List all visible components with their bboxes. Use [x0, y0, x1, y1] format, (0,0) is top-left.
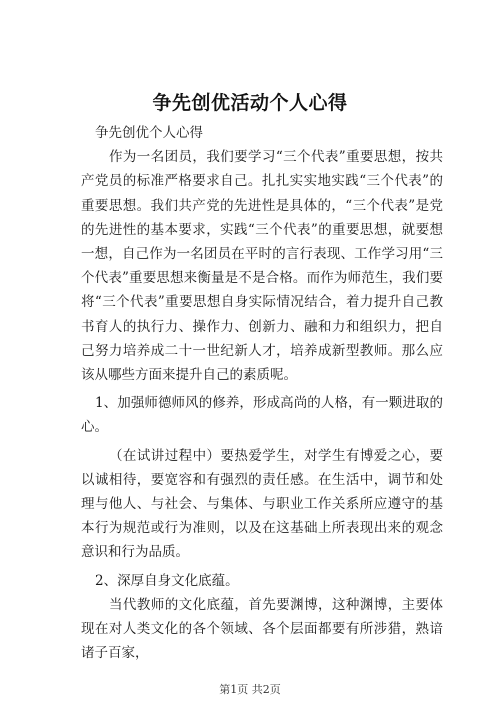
body-paragraph-section-2: 当代教师的文化底蕴，首先要渊博，这种渊博，主要体现在对人类文化的各个领域、各个层面都要有所涉猎，熟谙诸子百家，: [81, 596, 443, 662]
section-heading-1: 1、加强师德师风的修养，形成高尚的人格，有一颗进取的心。: [81, 395, 443, 436]
document-body: [81, 121, 443, 665]
body-paragraph-intro: 作为一名团员，我们要学习“三个代表”重要思想，按共产党员的标准严格要求自己。扎扎实实地实践“三个代表”的重要思想。我们共产党的先进性是具体的，“三个代表”是党的先进性的基本要求，实践“三个代表”的重要思想，就要想一想，自己作为一名团员在平时的言行表现、工作学习用“三个代表”重要思想来衡量是不是合格。而作为师范生，我们要将“三个代表”重要思想自身实际情况结合，着力提升自己教书育人的执行力、操作力、创新力、融和力和组织力，把自己努力培养成二十一世纪新人才，培养成新型教师。那么应该从哪些方面来提升自己的素质呢。: [81, 149, 443, 384]
page-number-footer: 第1页 共2页: [219, 683, 281, 696]
document-title: 争先创优活动个人心得: [152, 92, 348, 114]
section-heading-2: 2、深厚自身文化底蕴。: [95, 572, 239, 589]
body-paragraph-section-1: （在试讲过程中）要热爱学生，对学生有博爱之心，要以诚相待，要宽容和有强烈的责任感。在生活中，调节和处理与他人、与社会、与集体、与职业工作关系所应遵守的基本行为规范或行为准则，以及在这基础上所表现出来的观念意识和行为品质。: [81, 447, 443, 561]
document-subtitle: 争先创优个人心得: [95, 125, 203, 141]
